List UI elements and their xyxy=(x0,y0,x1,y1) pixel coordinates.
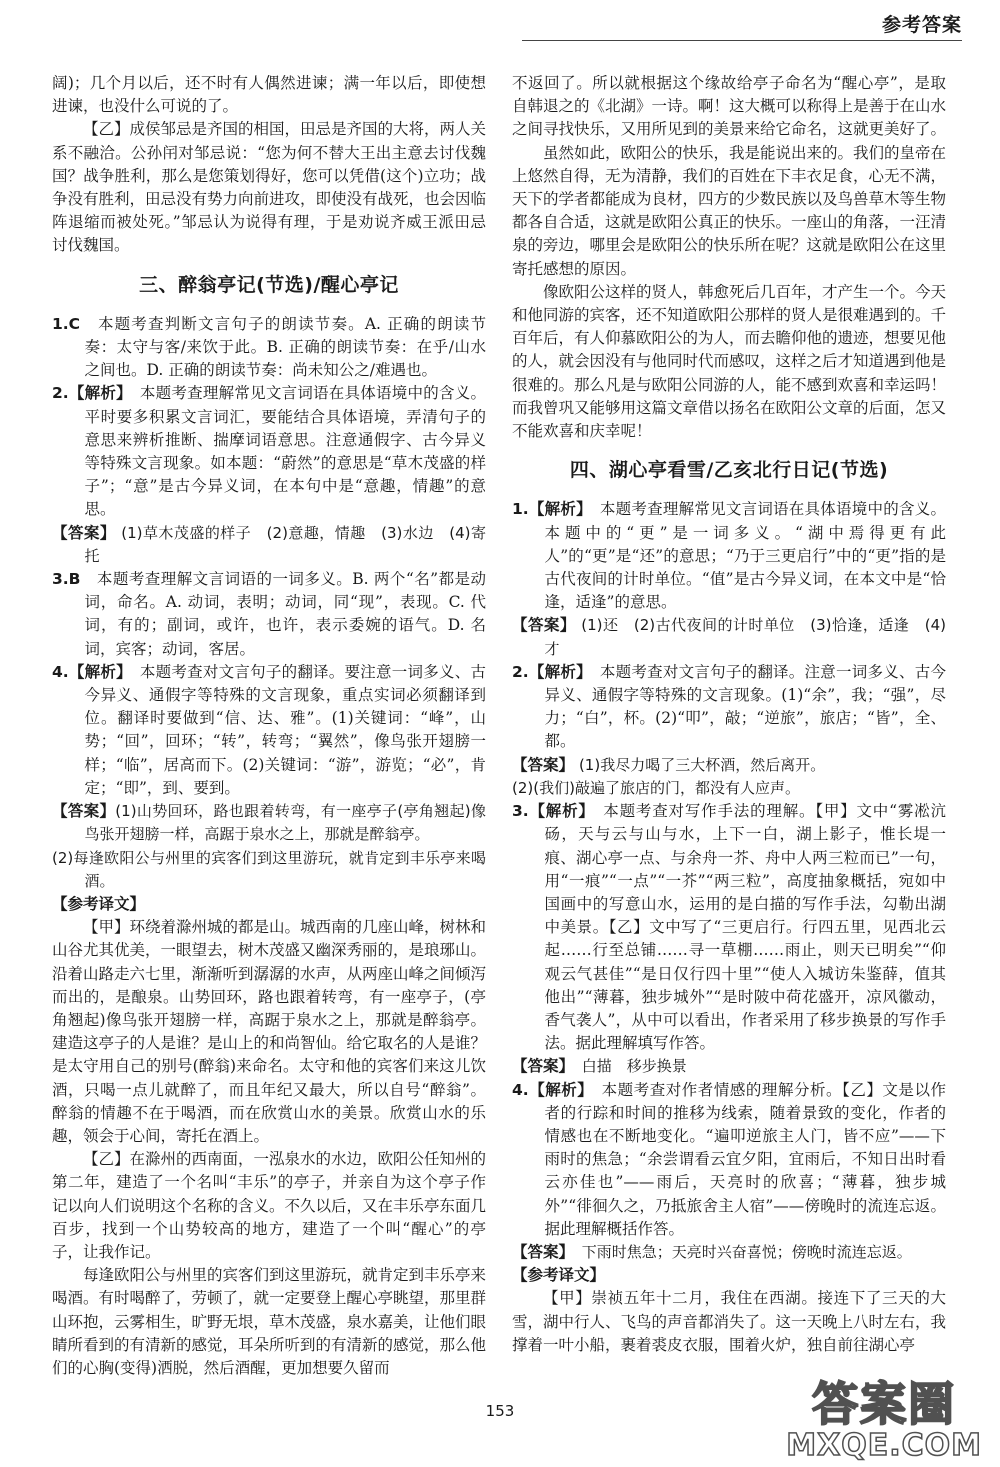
analysis-tag: 【解析】 xyxy=(68,662,125,681)
question-text: 本题考查理解常见文言词语在具体语境中的含义。平时要多积累文言词汇，要能结合具体语境，弄清句子的意思来辨析推断、揣摩词语意思。注意通假字、古今异义等特殊文言现象。如本题：“蔚然”的意思是“草木茂盛的样子”；“意”是古今异义词，在本句中是“意趣，情趣”的意思。 xyxy=(84,384,486,519)
paragraph: 【甲】崇祯五年十二月，我住在西湖。接连下了三天的大雪，湖中行人、飞鸟的声音都消失了。这一天晚上八时左右，我撑着一叶小船，裹着裘皮衣服，围着火炉，独自前往湖心亭 xyxy=(512,1289,947,1354)
answer xyxy=(52,522,486,568)
paragraph: 【乙】在滁州的西南面，一泓泉水的水边，欧阳公任知州的第二年，建造了一个名叫“丰乐”的亭子，并亲自为这个亭子作记以向人们说明这个名称的含义。不久以后，又在丰乐亭东面几百步，找到一个山势较高的地方，建造了一个叫“醒心”的亭子，让我作记。 xyxy=(52,1150,487,1261)
answer-text: 下雨时焦急；天亮时兴奋喜悦；傍晚时流连忘返。 xyxy=(581,1242,912,1261)
analysis-tag: 【解析】 xyxy=(528,1080,586,1099)
header-rule xyxy=(522,40,962,41)
question-number: 4. xyxy=(512,1080,529,1099)
answer-line xyxy=(512,777,946,800)
reference-heading xyxy=(512,1264,946,1287)
answer-text: (2)(我们)敲遍了旅店的门，都没有人应声。 xyxy=(512,778,800,797)
question-text: 本题考查理解常见文言词语在具体语境中的含义。本题中的“更”是一词多义。“湖中焉得更有此人”的“更”是“还”的意思；“乃于三更启行”中的“更”指的是古代夜间的计时单位。“值”是古今异义词，在本文中是“恰逢，适逢”的意思。 xyxy=(544,500,946,612)
question-text: 本题考查对文言句子的翻译。注意一词多义、古今异义、通假字等特殊的文言现象。(1)“余”，我；“强”，尽力；“白”，杯。(2)“叩”，敲；“逆旅”，旅店；“皆”，全、都。 xyxy=(544,662,946,751)
watermark-text: 答案圈 xyxy=(812,1377,957,1431)
question-1 xyxy=(512,498,946,614)
analysis-tag: 【解析】 xyxy=(528,662,585,681)
question-number: 3. xyxy=(512,802,529,821)
left-column xyxy=(52,72,486,1380)
answer-text: (2)每逢欧阳公与州里的宾客们到这里游玩，就肯定到丰乐亭来喝酒。 xyxy=(52,848,486,890)
header-title: 参考答案 xyxy=(881,14,962,36)
paragraph: 每逢欧阳公与州里的宾客们到这里游玩，就肯定到丰乐亭来喝酒。有时喝醉了，劳顿了，就一定要登上醒心亭眺望，那里群山环抱，云雾相生，旷野无垠，草木茂盛，泉水嘉美，让他们眼睛所看到的有清新的感觉，耳朵所听到的有清新的感觉，那么他们的心胸(变得)洒脱，然后酒醒，更加想要久留而 xyxy=(52,1266,487,1377)
paragraph: 像欧阳公这样的贤人，韩愈死后几百年，才产生一个。今天和他同游的宾客，还不知道欧阳公那样的贤人是很难遇到的。千百年后，有人仰慕欧阳公的为人，而去瞻仰他的遗迹，想要见他的人，就会因没有与他同时代而感叹，这样之后才知道遇到他是很难的。那么凡是与欧阳公同游的人，能不感到欢喜和幸运吗！而我曾巩又能够用这篇文章借以扬名在欧阳公文章的后面，怎又不能欢喜和庆幸呢！ xyxy=(512,282,947,441)
watermark-url: MXQE.COM xyxy=(786,1428,982,1463)
answer-text: (1)草木茂盛的样子 (2)意趣，情趣 (3)水边 (4)寄托 xyxy=(84,523,486,565)
watermark-logo xyxy=(786,1378,982,1462)
answer-text: 白描 移步换景 xyxy=(581,1057,687,1076)
question-number: 1. xyxy=(512,500,529,519)
question-number: 1.C xyxy=(52,314,81,333)
right-column xyxy=(512,72,946,1357)
question-text: 本题考查判断文言句子的朗读节奏。A. 正确的朗读节奏：太守与客/来饮于此。B. 正确的朗读节奏：在乎/山水之间也。D. 正确的朗读节奏：尚未知公之/难遇也。 xyxy=(84,314,486,380)
question-1 xyxy=(52,313,486,383)
section-title: 三、醉翁亭记(节选)/醒心亭记 xyxy=(139,273,399,296)
question-4 xyxy=(52,661,486,800)
answer-tag: 【答案】 xyxy=(512,616,576,635)
reference-tag: 【参考译文】 xyxy=(52,894,146,913)
question-number: 3.B xyxy=(52,570,81,589)
reference-heading xyxy=(52,893,486,916)
answer xyxy=(512,1241,946,1264)
answer xyxy=(52,800,486,846)
answer-tag: 【答案】 xyxy=(512,1242,567,1261)
section-title: 四、湖心亭看雪/乙亥北行日记(节选) xyxy=(569,459,889,482)
question-number: 4. xyxy=(52,662,69,681)
question-2 xyxy=(512,661,946,754)
answer-tag: 【答案】 xyxy=(512,1057,567,1076)
question-3 xyxy=(512,800,946,1055)
answer-text: (1)山势回环，路也跟着转弯，有一座亭子(亭角翘起)像鸟张开翅膀一样，高踞于泉水之上，那就是醉翁亭。 xyxy=(84,802,486,844)
question-number: 2. xyxy=(52,384,69,403)
answer xyxy=(512,754,946,777)
answer-tag: 【答案】 xyxy=(52,523,116,542)
question-text: 本题考查对作者情感的理解分析。【乙】文是以作者的行踪和时间的推移为线索，随着景致的变化，作者的情感也在不断地变化。“遍叩逆旅主人门，皆不应”——下雨时的焦急；“余尝谓看云宜夕阳，宜雨后，不知日出时看云亦佳也”——雨后，天亮时的欣喜；“薄暮，独步城外”“徘徊久之，乃抵旅舍主人宿”——傍晚时的流连忘返。据此理解概括作答。 xyxy=(544,1080,946,1238)
question-text: 本题考查对文言句子的翻译。要注意一词多义、古今异义、通假字等特殊的文言现象，重点实词必须翻译到位。翻译时要做到“信、达、雅”。(1)关键词：“峰”，山势；“回”，回环；“转”，转弯；“翼然”，像鸟张开翅膀一样；“临”，居高而下。(2)关键词：“游”，游览；“必”，肯定；“即”，到、要到。 xyxy=(84,662,486,797)
question-3 xyxy=(52,568,486,661)
paragraph: 【甲】环绕着滁州城的都是山。城西南的几座山峰，树林和山谷尤其优美，一眼望去，树木茂盛又幽深秀丽的，是琅琊山。沿着山路走六七里，渐渐听到潺潺的水声，从两座山峰之间倾泻而出的，是酿泉。山势回环，路也跟着转弯，有一座亭子，(亭角翘起)像鸟张开翅膀一样，高踞于泉水之上，那就是醉翁亭。建造这亭子的人是谁？是山上的和尚智仙。给它取名的人是谁？是太守用自己的别号(醉翁)来命名。太守和他的宾客们来这儿饮酒，只喝一点儿就醉了，而且年纪又最大，所以自号“醉翁”。醉翁的情趣不在于喝酒，而在欣赏山水的美景。欣赏山水的乐趣，领会于心间，寄托在酒上。 xyxy=(52,918,487,1145)
answer xyxy=(512,614,946,660)
answer-tag: 【答案】 xyxy=(52,802,116,821)
page-header xyxy=(522,10,962,46)
question-2 xyxy=(52,382,486,521)
paragraph: 阔)；几个月以后，还不时有人偶然进谏；满一年以后，即使想进谏，也没什么可说的了。 xyxy=(52,74,486,116)
paragraph: 虽然如此，欧阳公的快乐，我是能说出来的。我们的皇帝在上悠然自得，无为清静，我们的百姓在下丰衣足食，心无不满，天下的学者都能成为良材，四方的少数民族以及鸟兽草木等生物都各自合适，这就是欧阳公真正的快乐。一座山的角落，一汪清泉的旁边，哪里会是欧阳公的快乐所在呢？这就是欧阳公在这里寄托感想的原因。 xyxy=(512,143,947,278)
paragraph: 【乙】成侯邹忌是齐国的相国，田忌是齐国的大将，两人关系不融洽。公孙闬对邹忌说：“您为何不替大王出主意去讨伐魏国？战争胜利，那么是您策划得好，您可以凭借(这个)立功；战争没有胜利，田忌没有势力向前进攻，即使没有战死，也会因临阵退缩而被处死。”邹忌认为说得有理，于是劝说齐威王派田忌讨伐魏国。 xyxy=(52,120,487,255)
question-text: 本题考查对写作手法的理解。【甲】文中“雾凇沆砀，天与云与山与水，上下一白，湖上影子，惟长堤一痕、湖心亭一点、与余舟一芥、舟中人两三粒而已”一句，用“一痕”“一点”“一芥”“两三粒”，高度抽象概括，宛如中国画中的写意山水，运用的是白描的写作手法，勾勒出湖中美景。【乙】文中写了“三更启行。行四五里，见西北云起……行至总铺……寻一草棚……雨止，则天已明矣”“仰观云气甚佳”“是日仅行四十里”“使人入城访朱鉴薛，值其他出”“薄暮，独步城外”“是时陂中荷花盛开，凉风徽动，香气袭人”，从中可以看出，作者采用了移步换景的写作手法。据此理解填写作答。 xyxy=(544,802,946,1053)
answer-tag: 【答案】 xyxy=(512,755,575,774)
question-number: 2. xyxy=(512,662,529,681)
answer-text: (1)还 (2)古代夜间的计时单位 (3)恰逢，适逢 (4)才 xyxy=(544,616,946,658)
question-4 xyxy=(512,1079,946,1241)
page-number: 153 xyxy=(485,1402,515,1420)
reference-tag: 【参考译文】 xyxy=(512,1266,606,1285)
question-text: 本题考查理解文言词语的一词多义。B. 两个“名”都是动词，命名。A. 动词，表明；动词，同“现”，表现。C. 代词，有的；副词，或许，也许，表示委婉的语气。D. 名词，宾客；动词，客居。 xyxy=(84,570,486,658)
analysis-tag: 【解析】 xyxy=(68,384,125,403)
paragraph: 不返回了。所以就根据这个缘故给亭子命名为“醒心亭”，是取自韩退之的《北湖》一诗。啊！这大概可以称得上是善于在山水之间寻找快乐，又用所见到的美景来给它命名，这就更美好了。 xyxy=(512,74,947,139)
answer-line xyxy=(52,847,486,893)
answer-text: (1)我尽力喝了三大杯酒，然后离开。 xyxy=(578,755,826,774)
answer xyxy=(512,1055,946,1078)
analysis-tag: 【解析】 xyxy=(528,500,585,519)
analysis-tag: 【解析】 xyxy=(528,802,587,821)
